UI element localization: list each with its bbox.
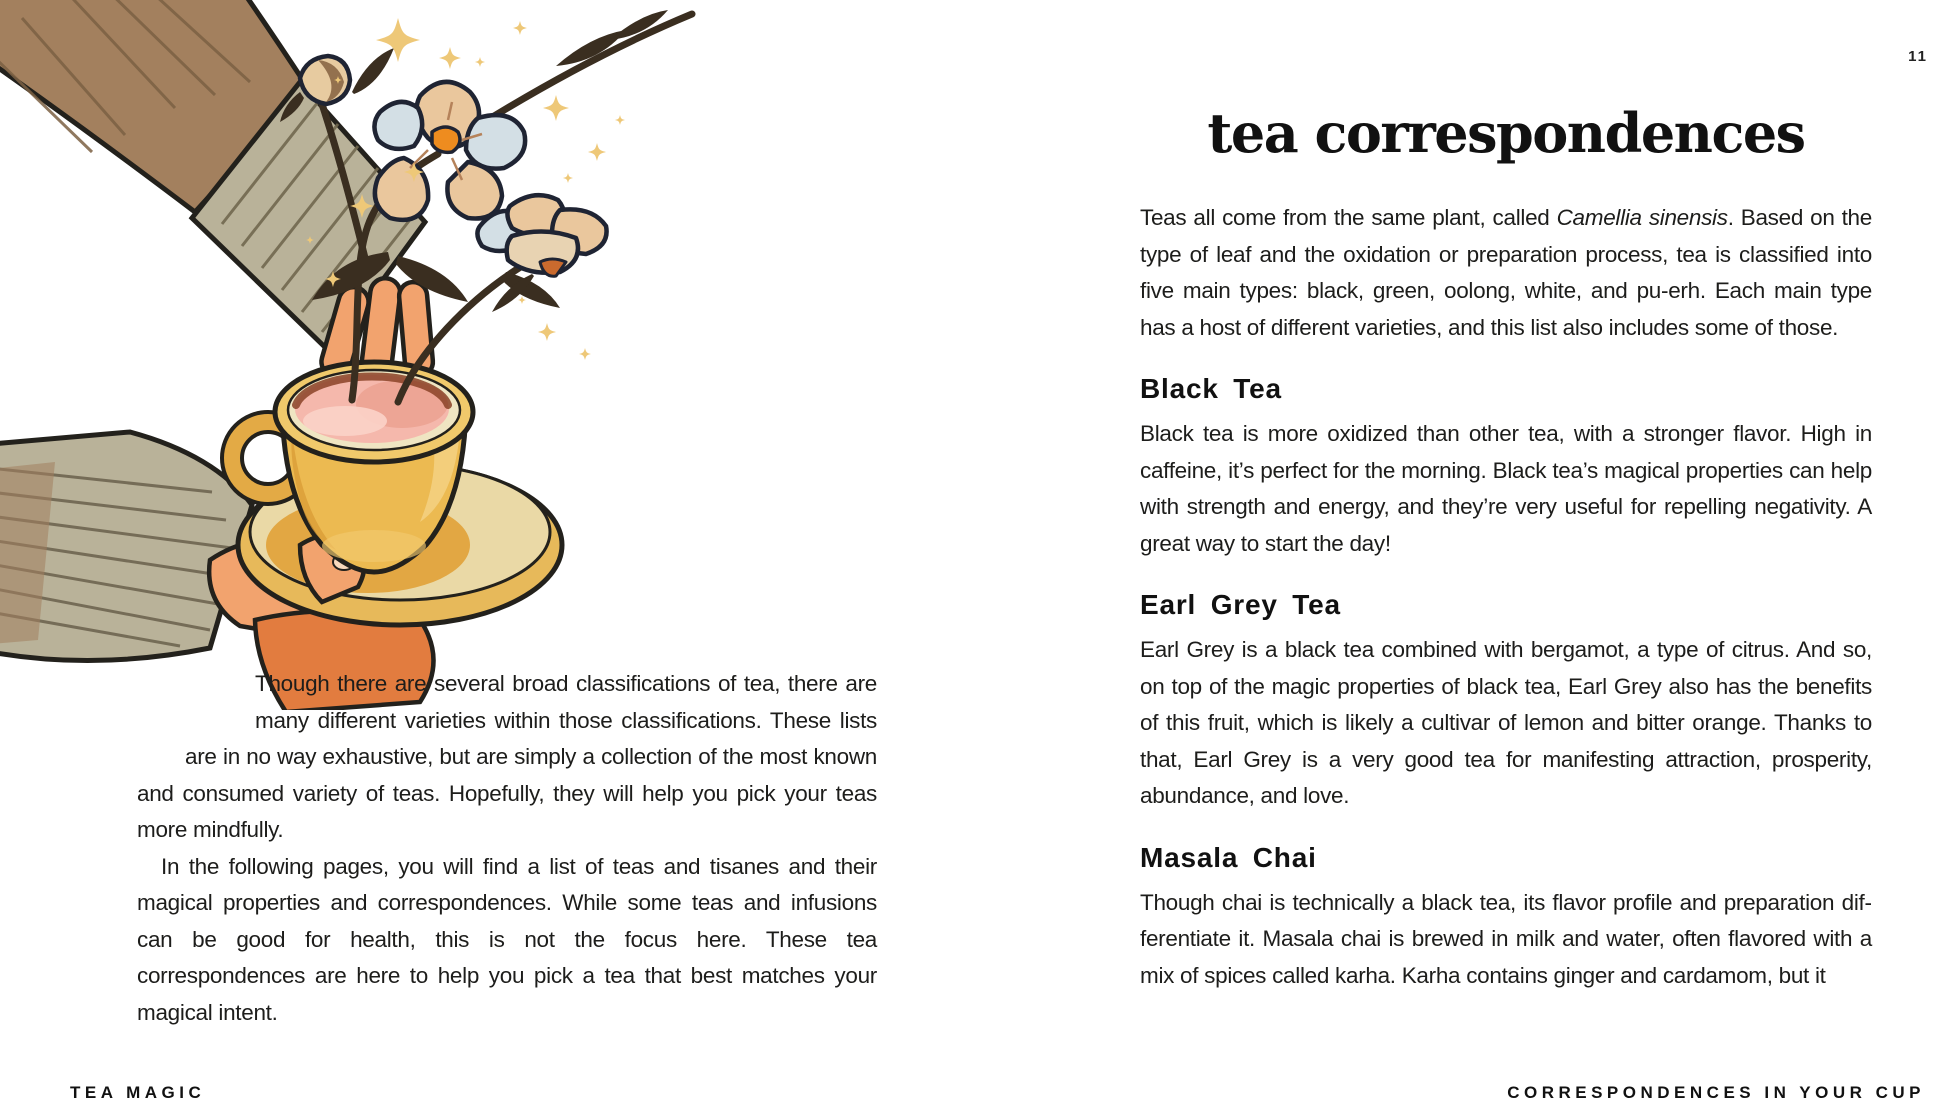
latin-name: Camellia sinensis	[1556, 205, 1728, 230]
intro-text: . Based on the type of leaf and the oxidation or preparation process, tea is classified into five main types: black, green, oolong, white, and pu-erh. Each main type has a host of different varieties, and this list also includes some of those.	[1140, 205, 1872, 340]
intro-text: Teas all come from the same plant, called	[1140, 205, 1557, 230]
section-body-black-tea: Black tea is more oxidized than other tea, with a stronger flavor. High in caffeine, it’s perfect for the morning. Black tea’s magical properties can help with strength and energy, and they’re very useful for repelling negativity. A great way to start the day!	[1140, 421, 1872, 556]
section-body-earl-grey-tea: Earl Grey is a black tea combined with bergamot, a type of citrus. And so, on top of the magic properties of black tea, Earl Grey also has the benefits of this fruit, which is likely a cultivar of lemon and bitter orange. Thanks to that, Earl Grey is a very good tea for manifesting attraction, prosperity, abundance, and love.	[1140, 637, 1872, 808]
page-number: 11	[1908, 48, 1928, 65]
text-wrap-spacer	[137, 703, 185, 740]
teacup-illustration	[0, 0, 900, 710]
left-paragraph-2	[137, 849, 877, 1032]
section-heading-earl-grey-tea: Earl Grey Tea	[1140, 589, 1341, 620]
chapter-title: tea correspondences	[1207, 101, 1805, 165]
flower-large	[374, 82, 525, 220]
left-paragraph-1	[137, 666, 877, 849]
sweater-arm-bottom	[0, 432, 252, 661]
paragraph-text: Though there are several broad classifications of tea, there are many different varieties within those classifications. These lists are in no way exhaustive, but are simply a collection of the most known and consumed variety of teas. Hopefully, they will help you pick your teas more mindfully.	[137, 671, 877, 842]
left-page-text	[137, 666, 877, 1031]
paragraph-text: In the following pages, you will find a list of teas and tisanes and their magical properties and correspondences. While some teas and infusions can be good for health, this is not the focus here. These tea correspondences are here to help you pick a tea that best matches your magical intent.	[137, 853, 877, 1025]
tea-surface	[295, 375, 449, 443]
flower-bud	[300, 56, 350, 104]
intro-paragraph	[1140, 200, 1872, 346]
right-page-text	[1140, 0, 1872, 994]
running-footer-right: CORRESPONDENCES IN YOUR CUP	[1507, 1083, 1925, 1102]
text-wrap-spacer	[137, 666, 255, 703]
section-body-masala-chai: Though chai is technically a black tea, its flavor profile and preparation differentiate it. Masala chai is brewed in milk and water, often flavored with a mix of spices called karha. Karha contains ginger and cardamom, but it	[1140, 889, 1872, 988]
section-heading-black-tea: Black Tea	[1140, 373, 1282, 404]
section-heading-masala-chai: Masala Chai	[1140, 841, 1317, 873]
running-footer-left: TEA MAGIC	[70, 1083, 206, 1102]
